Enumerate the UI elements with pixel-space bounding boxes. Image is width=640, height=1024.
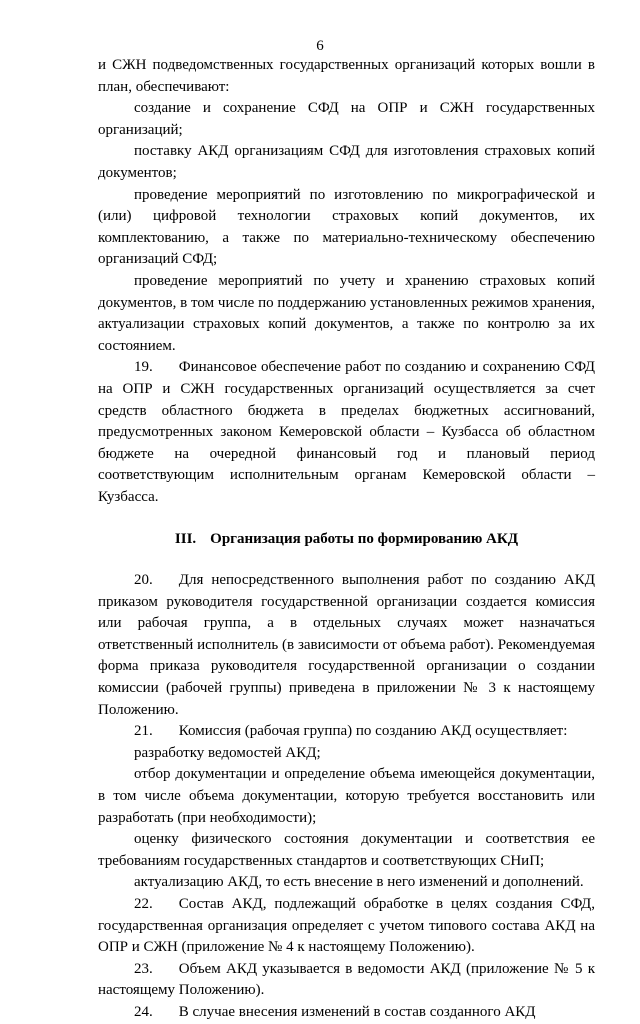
paragraph-21: 21. Комиссия (рабочая группа) по созданию АКД осуществляет: — [134, 723, 568, 740]
paragraph-number: 23. — [134, 960, 153, 977]
paragraph-number: 22. — [134, 895, 153, 912]
paragraphs-top — [98, 55, 595, 508]
paragraph: создание и сохранение СФД на ОПР и СЖН государственных организаций; — [98, 100, 595, 138]
paragraph-number: 20. — [134, 572, 153, 589]
paragraph-22: 22. Состав АКД, подлежащий обработке в целях создания СФД, государственная организация определяет с учетом типового состава АКД на ОПР и СЖН (приложение № 4 к настоящему Положению). — [98, 895, 595, 956]
section-title: Организация работы по формированию АКД — [210, 531, 519, 548]
paragraph-number: 19. — [134, 359, 153, 376]
paragraph: проведение мероприятий по изготовлению по микрографической и (или) цифровой технологии страховых копий документов, их комплектованию, а также по материально-техническому обеспечению организаций СФД; — [98, 186, 595, 268]
paragraphs-bottom — [98, 570, 595, 1023]
paragraph-19: 19. Финансовое обеспечение работ по созданию и сохранению СФД на ОПР и СЖН государственных организаций осуществляется за счет средств областного бюджета в пределах бюджетных ассигнований, предусмотренных законом Кемеровской области – Кузбасса об областном бюджете на очередной финансовый год и плановый период соответствующим исполнительным органам Кемеровской области – Кузбасса. — [98, 359, 595, 505]
paragraph: отбор документации и определение объема имеющейся документации, в том числе объема документации, которую требуется восстановить или разработать (при необходимости); — [98, 766, 595, 826]
page-number: 6 — [316, 38, 324, 54]
paragraph: поставку АКД организациям СФД для изготовления страховых копий документов; — [98, 143, 595, 181]
paragraph-number: 24. — [134, 1003, 153, 1020]
paragraph-20: 20. Для непосредственного выполнения работ по созданию АКД приказом руководителя государственной организации создается комиссия или рабочая группа, а в отдельных случаях может назначаться ответственный исполнитель (в зависимости от объема работ). Рекомендуемая форма приказа руководителя государственной организации о создании комиссии (рабочей группы) приведена в приложении № 3 к настоящему Положению. — [98, 572, 595, 718]
document-body — [98, 55, 595, 1024]
paragraph: и СЖН подведомственных государственных организаций которых вошли в план, обеспечивают: — [98, 57, 595, 95]
paragraph-23: 23. Объем АКД указывается в ведомости АКД (приложение № 5 к настоящему Положению). — [98, 960, 595, 999]
section-heading — [98, 529, 595, 551]
paragraph: оценку физического состояния документации и соответствия ее требованиям государственных стандартов и соответствующих СНиП; — [98, 831, 595, 869]
section-number: III. — [174, 531, 197, 548]
paragraph: разработку ведомостей АКД; — [134, 744, 321, 761]
paragraph: проведение мероприятий по учету и хранению страховых копий документов, в том числе по поддержанию установленных режимов хранения, актуализации страховых копий документов, а также по контролю за их состоянием. — [98, 272, 595, 354]
paragraph: актуализацию АКД, то есть внесение в него изменений и дополнений. — [134, 874, 584, 891]
paragraph-24: 24. В случае внесения изменений в состав созданного АКД — [134, 1003, 536, 1020]
paragraph-number: 21. — [134, 723, 153, 740]
